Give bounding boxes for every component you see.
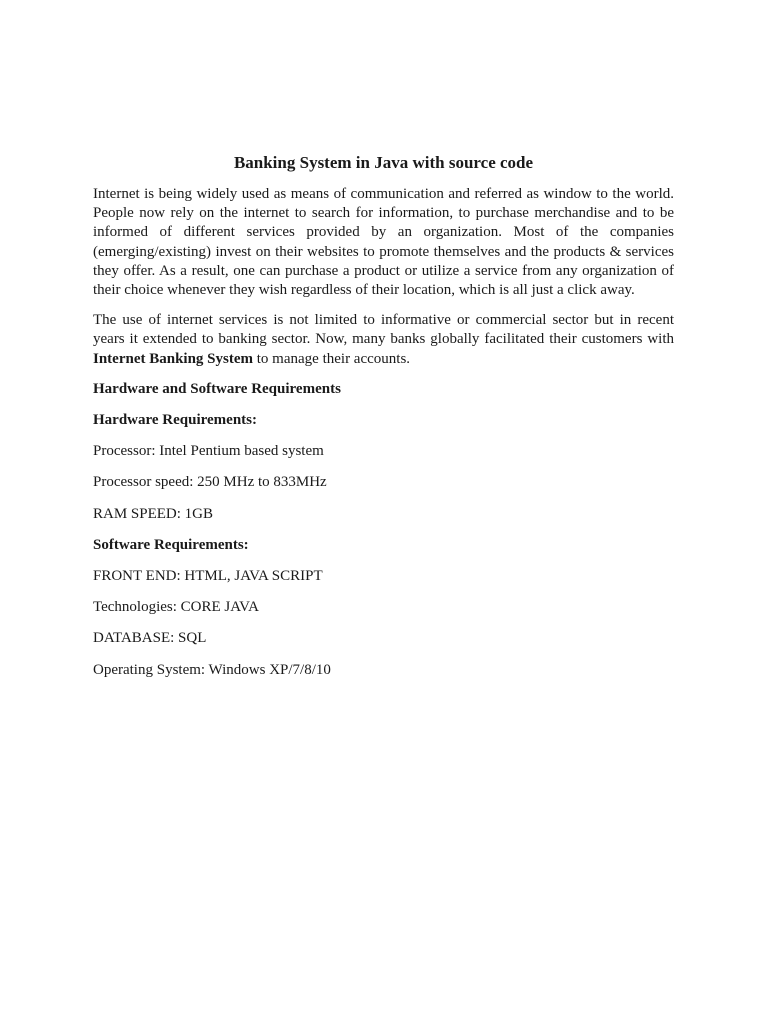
intro-paragraph: Internet is being widely used as means of communication and referred as window to the world. People now rely on the internet to search for information, to purchase merchandise and to be informed of different services provided by an organization. Most of the companies (emerging/existing) invest on their websites to promote themselves and the products & services they offer. As a result, one can purchase a product or utilize a service from any organization of their choice whenever they wish regardless of their location, which is all just a click away. (93, 186, 674, 299)
software-requirements-heading: Software Requirements: (93, 536, 249, 553)
hardware-item-processor-speed: Processor speed: 250 MHz to 833MHz (93, 474, 327, 491)
hardware-item-processor: Processor: Intel Pentium based system (93, 443, 324, 460)
document-title: Banking System in Java with source code (233, 153, 534, 172)
banking-paragraph (93, 311, 674, 369)
software-item-technologies: Technologies: CORE JAVA (93, 599, 259, 616)
software-item-database: DATABASE: SQL (93, 630, 207, 647)
software-item-front-end: FRONT END: HTML, JAVA SCRIPT (93, 568, 323, 585)
hardware-item-ram: RAM SPEED: 1GB (93, 505, 214, 522)
banking-paragraph-text-after: to manage their accounts. (253, 350, 411, 367)
document-page (93, 152, 674, 692)
requirements-section-heading: Hardware and Software Requirements (93, 380, 341, 397)
software-item-operating-system: Operating System: Windows XP/7/8/10 (93, 661, 331, 678)
hardware-requirements-heading: Hardware Requirements: (93, 412, 258, 429)
banking-paragraph-text-before: The use of internet services is not limited to informative or commercial sector but in recent years it extended to banking sector. Now, many banks globally facilitated their customers with (93, 312, 674, 348)
internet-banking-system-emphasis: Internet Banking System (93, 350, 254, 367)
